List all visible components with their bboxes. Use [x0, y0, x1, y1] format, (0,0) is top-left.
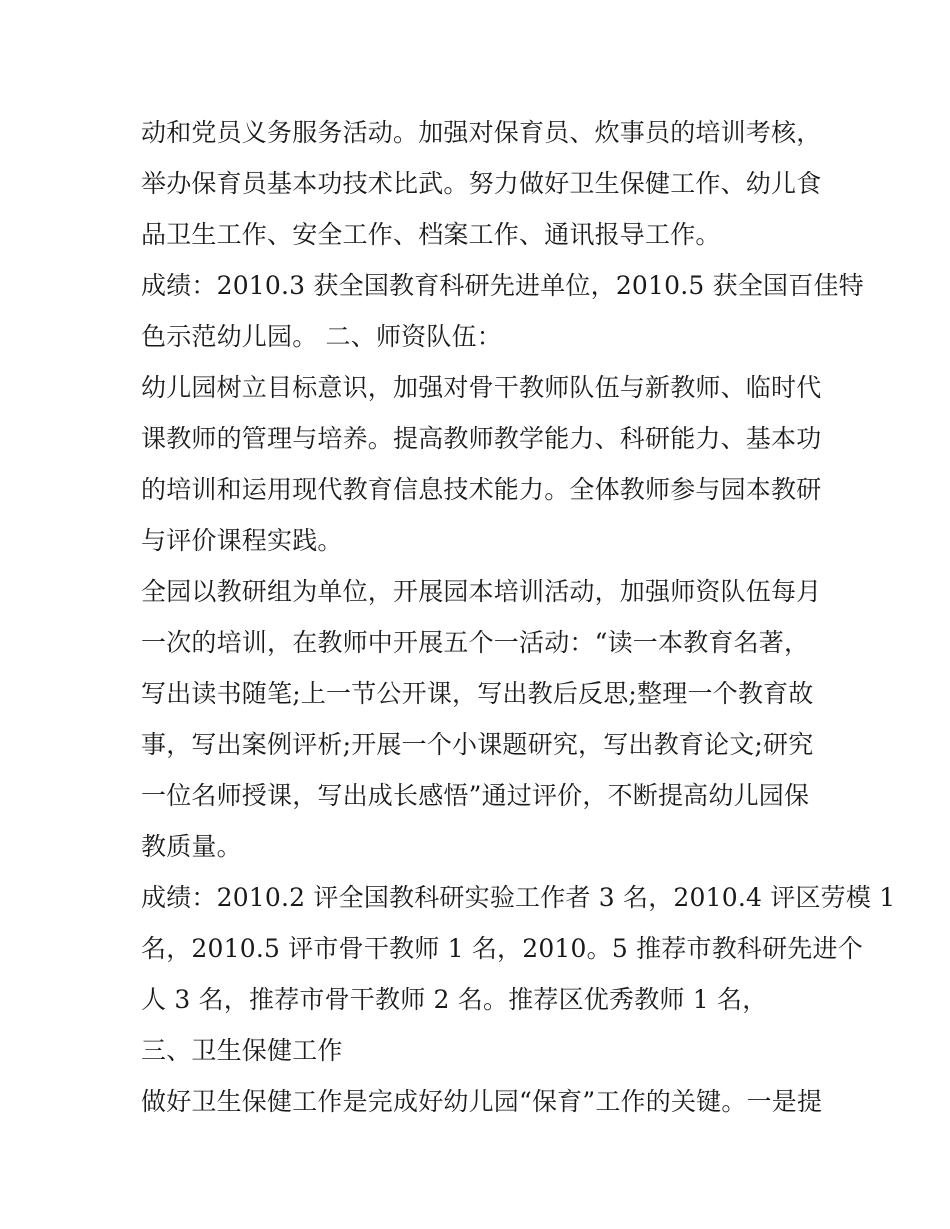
- text-line: 色示范幼儿园。 二、师资队伍：: [141, 322, 502, 351]
- text-line: 教质量。: [141, 832, 242, 861]
- text-line: 做好卫生保健工作是完成好幼儿园“保育”工作的关键。一是提: [141, 1087, 823, 1116]
- text-line: 幼儿园树立目标意识，加强对骨干教师队伍与新教师、临时代: [141, 373, 822, 402]
- text-line: 品卫生工作、安全工作、档案工作、通讯报导工作。: [141, 220, 721, 249]
- text-line: 名，2010.5 评市骨干教师 1 名，2010。5 推荐市教科研先进个: [141, 934, 863, 963]
- text-line: 事，写出案例评析;开展一个小课题研究，写出教育论文;研究: [141, 730, 814, 759]
- section-heading: 三、卫生保健工作: [141, 1036, 343, 1065]
- text-line: 一位名师授课，写出成长感悟”通过评价，不断提高幼儿园保: [141, 781, 810, 810]
- text-line: 人 3 名，推荐市骨干教师 2 名。推荐区优秀教师 1 名，: [141, 985, 768, 1014]
- text-line: 与评价课程实践。: [141, 526, 343, 555]
- text-line: 的培训和运用现代教育信息技术能力。全体教师参与园本教研: [141, 475, 822, 504]
- text-line: 写出读书随笔;上一节公开课，写出教后反思;整理一个教育故: [141, 679, 814, 708]
- text-line: 举办保育员基本功技术比武。努力做好卫生保健工作、幼儿食: [141, 169, 822, 198]
- text-line: 成绩：2010.3 获全国教育科研先进单位，2010.5 获全国百佳特: [141, 271, 864, 300]
- text-line: 一次的培训，在教师中开展五个一活动：“读一本教育名著，: [141, 628, 810, 657]
- text-line: 成绩：2010.2 评全国教科研实验工作者 3 名，2010.4 评区劳模 1: [141, 883, 896, 912]
- text-line: 课教师的管理与培养。提高教师教学能力、科研能力、基本功: [141, 424, 822, 453]
- document-body: [141, 107, 896, 1127]
- text-line: 全园以教研组为单位，开展园本培训活动，加强师资队伍每月: [141, 577, 822, 606]
- text-line: 动和党员义务服务活动。加强对保育员、炊事员的培训考核，: [141, 118, 822, 147]
